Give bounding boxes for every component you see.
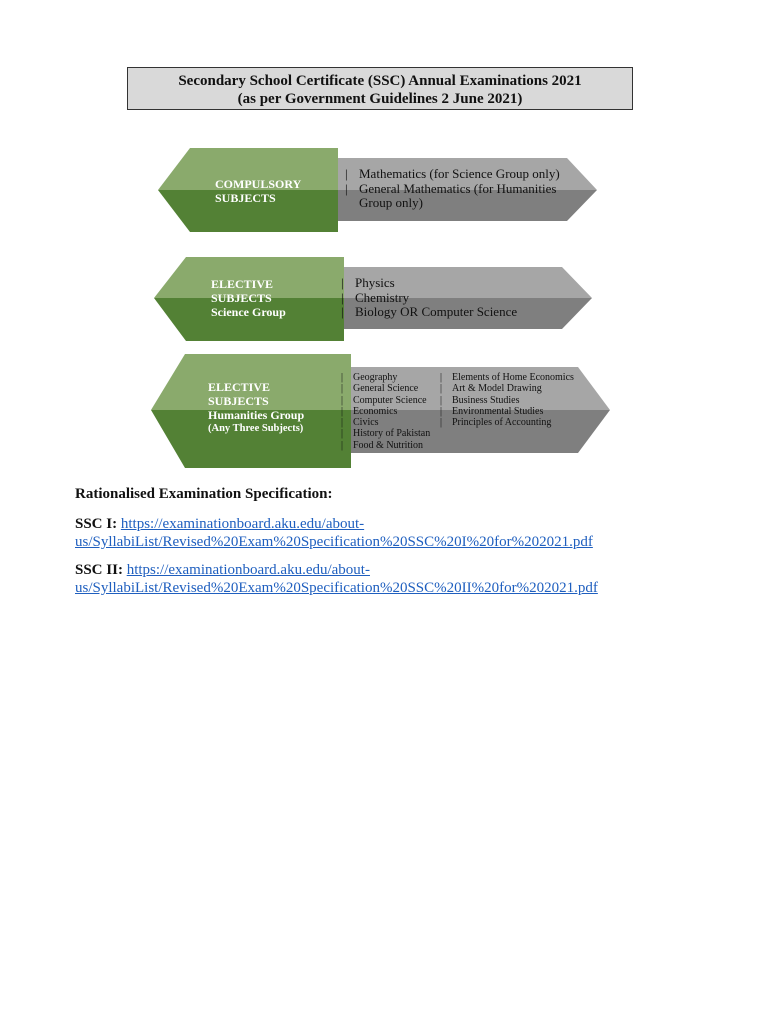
list-item: | Economics (341, 406, 430, 417)
ssc2-label: SSC II: (75, 562, 123, 578)
compulsory-label-line-1: COMPULSORY (215, 177, 302, 191)
science-label-line-2: SUBJECTS (211, 291, 272, 305)
ssc1-block (75, 515, 593, 551)
list-item-continuation: Group only) (359, 195, 423, 210)
humanities-label-line-3: Humanities Group (208, 408, 305, 422)
ssc1-label: SSC I: (75, 516, 118, 532)
title-line-2: (as per Government Guidelines 2 June 2021) (237, 91, 523, 107)
document-title-box (127, 67, 633, 110)
humanities-label-line-2: SUBJECTS (208, 394, 269, 408)
humanities-items-right (440, 372, 574, 428)
ssc2-link-line-2: us/SyllabiList/Revised%20Exam%20Specification%20SSC%20II%20for%202021.pdf (75, 580, 598, 596)
ssc2-block (75, 561, 598, 597)
list-item: | Mathematics (for Science Group only) (345, 167, 560, 182)
spec-heading: Rationalised Examination Specification: (75, 486, 333, 502)
humanities-subjects-row (0, 353, 768, 473)
compulsory-label (215, 177, 301, 205)
ssc1-link[interactable] (75, 516, 593, 550)
humanities-label (208, 380, 304, 436)
ssc1-link-line-2: us/SyllabiList/Revised%20Exam%20Specification%20SSC%20I%20for%202021.pdf (75, 534, 593, 550)
list-item: | Art & Model Drawing (440, 383, 574, 394)
list-item: | General Mathematics (for Humanities (345, 182, 560, 197)
list-item: | History of Pakistan (341, 428, 430, 439)
ssc1-link-line-1: https://examinationboard.aku.edu/about- (120, 516, 365, 532)
title-line-1: Secondary School Certificate (SSC) Annual Examinations 2021 (178, 73, 582, 89)
compulsory-subjects-row (0, 146, 768, 236)
list-item: | Physics (341, 276, 517, 291)
list-item: | Principles of Accounting (440, 417, 574, 428)
list-item: | General Science (341, 383, 430, 394)
list-item: | Chemistry (341, 291, 517, 306)
science-label-line-1: ELECTIVE (211, 277, 274, 291)
humanities-label-line-4: (Any Three Subjects) (208, 423, 304, 434)
list-item: | Computer Science (341, 395, 430, 406)
list-item: | Business Studies (440, 395, 574, 406)
compulsory-label-line-2: SUBJECTS (215, 191, 276, 205)
ssc2-link[interactable] (75, 562, 598, 596)
list-item: | Civics (341, 417, 430, 428)
humanities-label-line-1: ELECTIVE (208, 380, 271, 394)
science-label (211, 277, 286, 319)
list-item: | Environmental Studies (440, 406, 574, 417)
science-label-line-3: Science Group (211, 305, 286, 319)
list-item: | Biology OR Computer Science (341, 305, 517, 320)
list-item: | Geography (341, 372, 430, 383)
humanities-items-left (341, 372, 430, 451)
science-items (341, 276, 517, 320)
list-item: | Food & Nutrition (341, 440, 430, 451)
list-item: | Elements of Home Economics (440, 372, 574, 383)
science-subjects-row (0, 256, 768, 346)
ssc2-link-line-1: https://examinationboard.aku.edu/about- (126, 562, 370, 578)
compulsory-items (345, 167, 560, 211)
